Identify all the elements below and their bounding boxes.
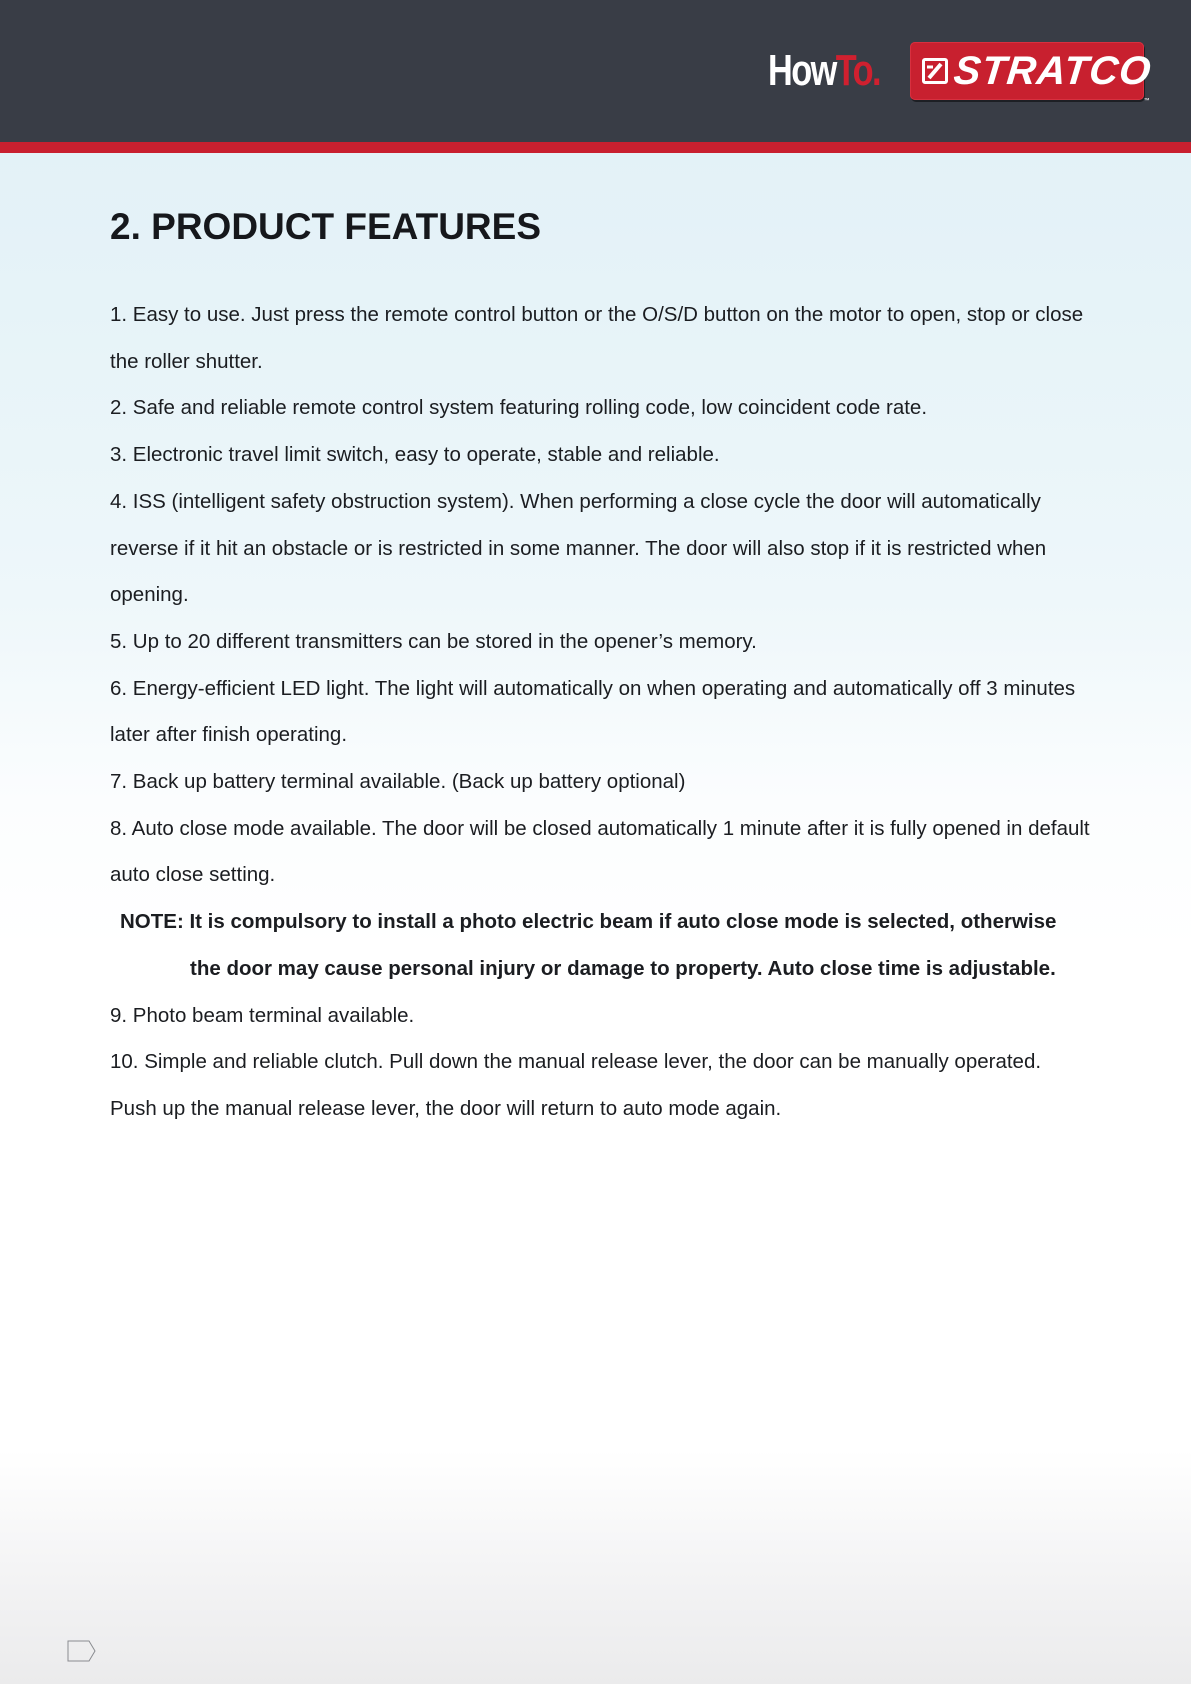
auto-close-note xyxy=(110,899,1090,992)
howto-wordmark xyxy=(768,46,880,96)
header-accent-stripe xyxy=(0,142,1191,153)
feature-item: 1. Easy to use. Just press the remote control button or the O/S/D button on the motor to open, stop or close the roller shutter. xyxy=(110,303,1084,373)
feature-item: 4. ISS (intelligent safety obstruction system). When performing a close cycle the door will automatically reverse if it hit an obstacle or is restricted in some manner. The door will also stop if it is restricted when opening. xyxy=(110,489,1047,607)
page-title: 2. PRODUCT FEATURES xyxy=(110,206,542,247)
feature-item: 6. Energy-efficient LED light. The light will automatically on when operating and automatically off 3 minutes later after finish operating. xyxy=(110,676,1076,747)
feature-item: 8. Auto close mode available. The door will be closed automatically 1 minute after it is fully opened in default auto close setting. xyxy=(110,816,1090,887)
note-line-1: NOTE: It is compulsory to install a photo electric beam if auto close mode is selected, otherwise xyxy=(120,910,1057,934)
howto-to-text: To. xyxy=(835,46,881,95)
brand-logo xyxy=(768,42,1154,104)
feature-item: 2. Safe and reliable remote control system featuring rolling code, low coincident code rate. xyxy=(110,396,928,420)
feature-list xyxy=(110,292,1090,1133)
feature-item: 3. Electronic travel limit switch, easy to operate, stable and reliable. xyxy=(110,443,720,467)
feature-item: 5. Up to 20 different transmitters can be stored in the opener’s memory. xyxy=(110,629,757,653)
stratco-mark-icon xyxy=(922,58,948,84)
page-number-tab-icon xyxy=(67,1640,97,1667)
feature-item: 7. Back up battery terminal available. (Back up battery optional) xyxy=(110,770,686,794)
note-line-2: the door may cause personal injury or damage to property. Auto close time is adjustable. xyxy=(190,956,1056,980)
howto-how-text: How xyxy=(768,46,836,95)
stratco-logo xyxy=(910,42,1154,104)
stratco-logo-text: STRATCO xyxy=(951,49,1154,93)
feature-item: 10. Simple and reliable clutch. Pull down the manual release lever, the door can be manually operated. Push up the manual release lever, the door will return to auto mode again. xyxy=(110,1050,1042,1120)
page-header xyxy=(0,0,1191,142)
feature-item: 9. Photo beam terminal available. xyxy=(110,1003,415,1027)
trademark-symbol: ™ xyxy=(1143,98,1150,104)
